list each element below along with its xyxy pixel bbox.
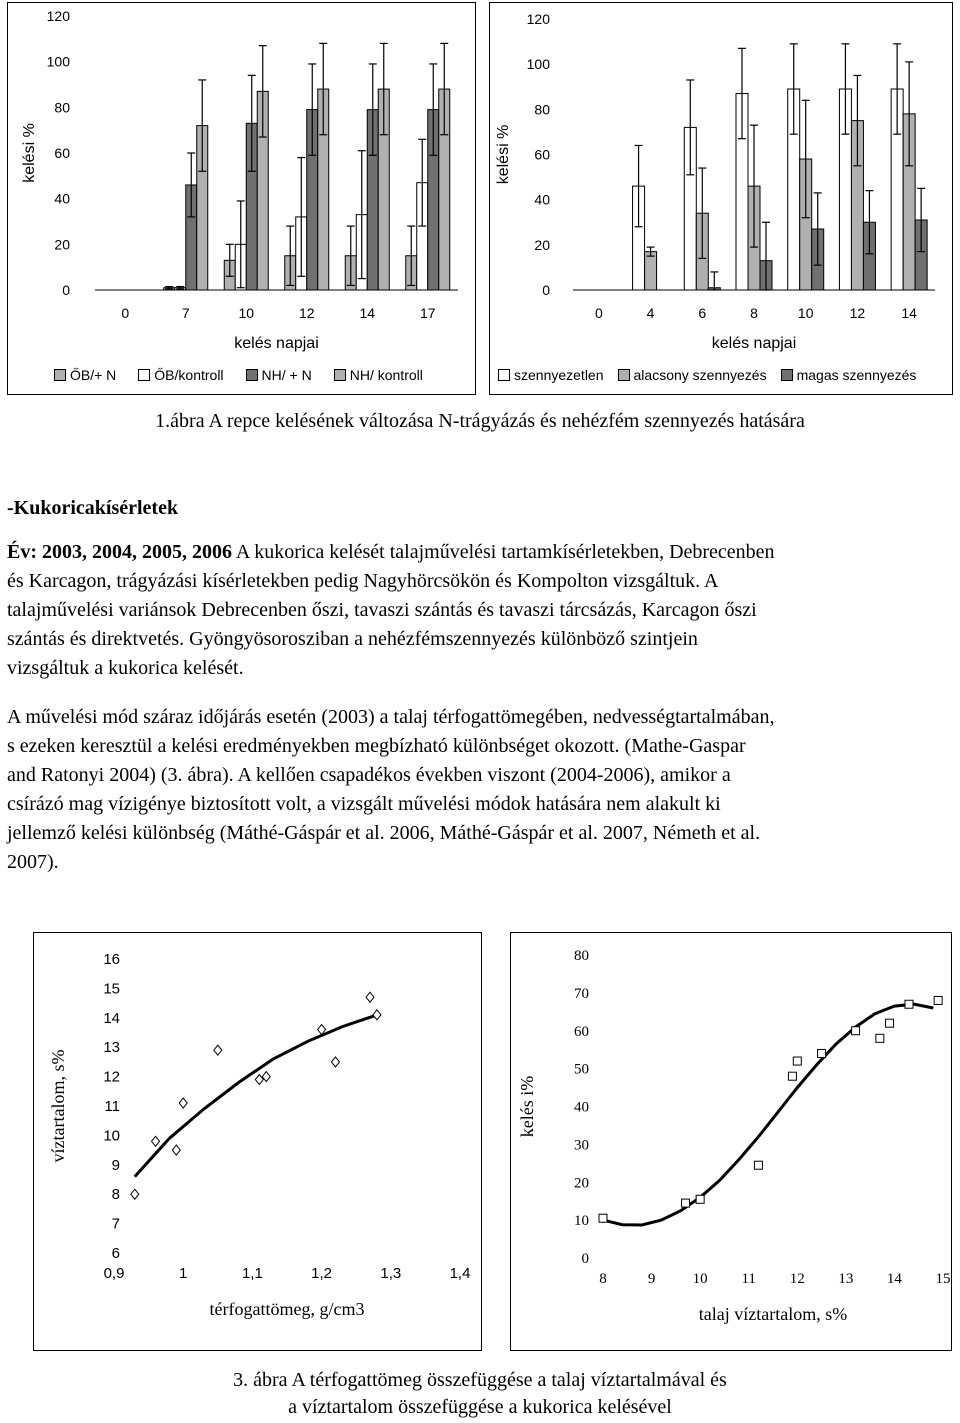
y-axis-label: kelési % [495,124,512,185]
x-tick-label: 0 [121,305,130,321]
legend-swatch [781,369,793,381]
data-point [172,1145,180,1155]
x-tick-label: 11 [741,1271,756,1287]
paragraph-lead: Év: 2003, 2004, 2005, 2006 [7,541,232,563]
y-tick-label: 0 [542,282,550,298]
data-point [818,1049,826,1057]
y-tick-label: 40 [534,191,550,208]
paragraph-line: vizsgáltuk a kukorica kelését. [7,657,244,679]
y-tick-label: 40 [574,1099,589,1116]
scatter-chart-right [511,933,951,1350]
x-tick-label: 10 [238,305,255,321]
legend-label: NH/ kontroll [349,367,423,383]
legend-item [138,367,223,383]
scatter-chart-left [34,933,481,1350]
data-point [214,1045,222,1055]
figure3-left-panel [33,932,482,1351]
y-tick-label: 20 [574,1175,589,1192]
x-axis-label: kelés napjai [234,335,319,352]
y-tick-label: 60 [574,1023,589,1040]
y-tick-label: 14 [103,1009,120,1027]
x-tick-label: 1,1 [241,1265,263,1282]
y-tick-label: 15 [103,980,120,998]
y-tick-label: 120 [526,11,550,27]
y-tick-label: 60 [54,145,70,161]
legend-label: NH/ + N [261,367,312,383]
legend-label: szennyezetlen [514,367,604,383]
data-point [876,1034,884,1042]
x-tick-label: 4 [646,305,655,321]
legend-item [498,367,604,383]
y-tick-label: 10 [103,1127,120,1145]
y-tick-label: 30 [574,1137,589,1154]
x-tick-label: 7 [181,305,190,321]
y-tick-label: 16 [103,951,120,968]
x-tick-label: 9 [647,1271,656,1287]
x-tick-label: 1,4 [449,1265,471,1282]
paragraph-text: A kukorica kelését talajművelési tartamkísérletekben, Debrecenben [232,541,775,563]
paragraph-2 [7,703,947,877]
legend-item [618,367,767,383]
data-point [852,1027,860,1035]
paragraph-line: 2007). [7,851,59,873]
y-tick-label: 70 [574,985,589,1002]
paragraph-line: jellemző kelési különbség (Máthé-Gáspár et al. 2006, Máthé-Gáspár et al. 2007, Németh et al. [7,822,761,844]
x-axis-label: talaj víztartalom, s% [698,1304,848,1324]
bar [645,252,657,290]
x-tick-label: 14 [901,305,917,321]
x-tick-label: 8 [599,1271,607,1287]
y-axis-label: kelési % [21,123,38,183]
data-point [152,1136,160,1146]
figure3-caption-line2: a víztartalom összefüggése a kukorica kelésével [288,1396,672,1418]
data-point [886,1019,894,1027]
data-point [373,1010,381,1020]
x-tick-label: 17 [419,305,436,321]
data-point [331,1057,339,1067]
legend-item [781,367,917,383]
paragraph-line: csírázó mag vízigénye biztosított volt, a vizsgált művelési módok hatására nem alakult ki [7,793,721,815]
legend-item [246,367,312,383]
x-axis-label: térfogattömeg, g/cm3 [209,1299,365,1319]
y-tick-label: 40 [54,190,70,207]
x-tick-label: 12 [298,305,315,321]
data-point [599,1214,607,1222]
legend-label: ŐB/kontroll [154,367,224,383]
figure1-left-panel [7,2,476,395]
paragraph-line: talajművelési variánsok Debrecenben őszi, tavaszi szántás és tavaszi tárcsázás, Karcagon őszi [7,599,757,621]
y-tick-label: 6 [111,1245,120,1262]
x-tick-label: 0,9 [103,1265,125,1282]
legend-item [334,367,423,383]
x-tick-label: 1,2 [311,1265,333,1282]
paragraph-1 [7,538,947,683]
figure1-caption: 1.ábra A repce kelésének változása N-trágyázás és nehézfém szennyezés hatására [155,410,805,432]
legend-swatch [498,369,510,381]
x-tick-label: 15 [935,1271,951,1287]
y-tick-label: 7 [111,1215,120,1233]
y-tick-label: 120 [46,8,70,24]
legend-right [498,367,916,383]
y-tick-label: 9 [111,1156,120,1174]
legend-swatch [246,369,258,381]
bar-chart-left [8,3,475,363]
y-tick-label: 13 [103,1039,120,1057]
legend-swatch [618,369,630,381]
y-tick-label: 80 [54,99,70,116]
figure1-right-panel [489,2,953,395]
data-point [366,992,374,1002]
x-tick-label: 10 [797,305,814,321]
y-tick-label: 20 [54,236,70,253]
y-tick-label: 8 [111,1186,120,1204]
y-tick-label: 100 [526,56,550,73]
y-tick-label: 0 [581,1251,589,1267]
paragraph-line: A művelési mód száraz időjárás esetén (2003) a talaj térfogattömegében, nedvességtartalmában, [7,706,775,728]
paragraph-line: szántás és direktvetés. Gyöngyösorosziban a nehézfémszennyezés különböző szintjein [7,628,698,650]
y-tick-label: 12 [103,1068,120,1086]
y-tick-label: 0 [62,282,70,298]
x-tick-label: 10 [692,1271,708,1287]
legend-swatch [54,369,66,381]
y-tick-label: 50 [574,1061,589,1078]
x-tick-label: 14 [886,1271,902,1287]
figure3-right-panel [510,932,952,1351]
x-tick-label: 0 [594,305,603,321]
legend-label: ŐB/+ N [70,367,117,383]
data-point [788,1072,796,1080]
y-tick-label: 10 [574,1213,589,1230]
x-tick-label: 12 [789,1271,805,1287]
bar-chart-right [490,3,952,363]
data-point [682,1199,690,1207]
x-tick-label: 8 [750,305,758,321]
data-point [754,1161,762,1169]
y-tick-label: 80 [534,101,550,118]
y-axis-label: kelés i% [517,1075,537,1138]
x-tick-label: 14 [359,305,376,321]
y-tick-label: 11 [104,1098,120,1115]
paragraph-line: and Ratonyi 2004) (3. ábra). A kellően csapadékos években viszont (2004-2006), amikor a [7,764,731,786]
x-axis-label: kelés napjai [711,335,797,352]
legend-left [54,367,445,383]
x-tick-label: 1,3 [380,1265,402,1282]
x-tick-label: 1 [179,1265,188,1282]
y-tick-label: 20 [534,236,550,253]
x-tick-label: 6 [698,305,707,321]
x-tick-label: 12 [849,305,866,321]
legend-item [54,367,116,383]
y-tick-label: 60 [534,146,550,163]
x-tick-label: 13 [838,1271,854,1287]
data-point [179,1098,187,1108]
legend-label: alacsony szennyezés [633,367,767,383]
section-heading: -Kukoricakísérletek [7,497,179,519]
legend-label: magas szennyezés [796,367,917,383]
data-point [696,1195,704,1203]
trend-line [135,1015,377,1177]
paragraph-line: és Karcagon, trágyázási kísérletekben pedig Nagyhörcsökön és Kompolton vizsgáltuk. A [7,570,719,592]
legend-swatch [334,369,346,381]
legend-swatch [138,369,150,381]
data-point [905,1000,913,1008]
paragraph-line: s ezeken keresztül a kelési eredményekben megbízható különbséget okozott. (Mathe-Gaspar [7,735,746,757]
y-axis-label: víztartalom, s% [48,1049,68,1163]
figure3-caption-line1: 3. ábra A térfogattömeg összefüggése a talaj víztartalmával és [233,1369,727,1391]
data-point [131,1189,139,1199]
y-tick-label: 80 [574,948,589,964]
y-tick-label: 100 [46,53,70,70]
paragraph-line [7,538,947,567]
data-point [793,1057,801,1065]
data-point [934,996,942,1004]
